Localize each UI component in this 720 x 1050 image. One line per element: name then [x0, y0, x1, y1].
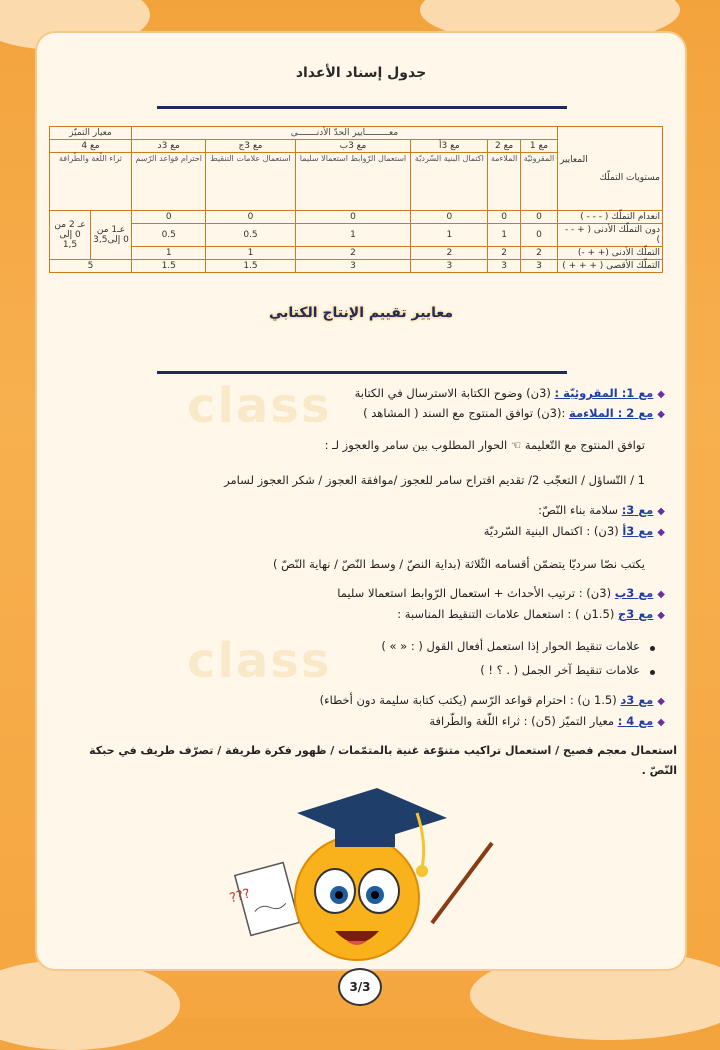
level-label: التملّك الأدنى (+ + -) — [558, 247, 663, 260]
criterion-code: مع 3د — [132, 140, 206, 153]
score-cell: 1 — [295, 224, 411, 247]
arrow-bullet-icon: ◆ — [657, 589, 665, 600]
page-title: جدول إسناد الأعداد — [295, 65, 427, 81]
background-cloud — [0, 960, 180, 1050]
criterion-code: مع 3أ — [411, 140, 488, 153]
criterion-label: مع 3ب — [614, 586, 654, 600]
score-cell: 3 — [295, 260, 411, 273]
score-cell: 0 — [132, 211, 206, 224]
text-line: يكتب نصّا سرديّا يتضمّن أقسامه الثّلاثة (بداية النصّ / وسط النّصّ / نهاية النّصّ ) — [273, 557, 645, 571]
criterion-code: مع 3ج — [206, 140, 295, 153]
svg-text:???: ??? — [228, 886, 252, 907]
criterion-text: سلامة بناء النّصّ: — [538, 503, 622, 517]
criterion-desc: المقروئيّة — [521, 153, 558, 211]
score-cell: 1.5 — [132, 260, 206, 273]
scoring-table — [49, 126, 663, 273]
score-cell: 2 — [295, 247, 411, 260]
watermark-text: class — [187, 378, 332, 434]
score-cell: 0 — [295, 211, 411, 224]
excellence-total: 5 — [50, 260, 132, 273]
score-cell: 1 — [411, 224, 488, 247]
list-dot — [650, 670, 655, 675]
criterion-desc: استعمال الرّوابط استعمالا سليما — [295, 153, 411, 211]
arrow-bullet-icon: ◆ — [657, 409, 665, 420]
criterion-text: معيار التميّز (5ن) : ثراء اللّغة والطّرافة — [429, 714, 618, 728]
arrow-bullet-icon: ◆ — [657, 610, 665, 621]
score-cell: 1 — [132, 247, 206, 260]
criterion-code: مع 2 — [488, 140, 521, 153]
levels-label: مستويات التملّك — [599, 172, 660, 183]
pointer-stick-icon — [432, 843, 492, 923]
criterion-line-3c — [397, 607, 665, 621]
arrow-bullet-icon: ◆ — [657, 717, 665, 728]
criterion-text: (1.5ن ) : استعمال علامات التنقيط المناسبة : — [397, 607, 618, 621]
criterion-line-3d — [320, 693, 665, 707]
criterion-text: (3ن) : ترتيب الأحداث + استعمال الرّوابط استعمالا سليما — [337, 586, 615, 600]
criterion-label: مع 3د — [620, 693, 654, 707]
criterion-label: مع 2 : الملاءمة — [569, 406, 654, 420]
min-criteria-header: معـــــــــايير الحدّ الأدنـــــــى — [132, 127, 558, 140]
criterion-code: مع 4 — [50, 140, 132, 153]
criterion-label: مع 4 : — [617, 714, 654, 728]
score-cell: 0 — [206, 211, 295, 224]
criterion-label: مع 3: — [621, 503, 654, 517]
score-cell: 0 — [521, 224, 558, 247]
section-subtitle: معايير تقييم الإنتاج الكتابي — [268, 305, 453, 321]
criterion-line-4 — [429, 714, 665, 728]
text-line: توافق المنتوج مع التّعليمة ☜ الحوار المطلوب بين سامر والعجوز لـ : — [324, 438, 645, 452]
paper-sheet-icon — [228, 863, 299, 936]
criterion-line-3a — [484, 524, 665, 538]
criterion-line-3 — [538, 503, 665, 517]
arrow-bullet-icon: ◆ — [657, 506, 665, 517]
score-cell: 1 — [488, 224, 521, 247]
graduate-emoji-illustration — [227, 773, 497, 963]
criterion-desc: احترام قواعد الرّسم — [132, 153, 206, 211]
arrow-bullet-icon: ◆ — [657, 696, 665, 707]
arrow-bullet-icon: ◆ — [657, 389, 665, 400]
criterion-label: مع 3أ — [622, 524, 654, 538]
score-cell: 1.5 — [206, 260, 295, 273]
score-cell: 0 — [411, 211, 488, 224]
excellence-range-2: عـ 2 من 0 إلى 1,5 — [50, 211, 91, 260]
section-rule — [157, 371, 567, 374]
level-label: انعدام التملّك ( - - - ) — [558, 211, 663, 224]
score-cell: 2 — [411, 247, 488, 260]
score-cell: 3 — [411, 260, 488, 273]
criterion-line-3b — [337, 586, 665, 600]
score-cell: 0 — [488, 211, 521, 224]
arrow-bullet-icon: ◆ — [657, 527, 665, 538]
criterion-desc: اكتمال البنية السّرديّة — [411, 153, 488, 211]
criterion-text: (1.5 ن) : احترام قواعد الرّسم (يكتب كتابة سليمة دون أخطاء) — [319, 693, 621, 707]
score-cell: 2 — [488, 247, 521, 260]
criterion-text: :(3ن) توافق المنتوج مع السند ( المشاهد ) — [363, 406, 570, 420]
watermark-text: class — [187, 633, 332, 689]
criterion-desc: ثراء اللّغة والطّرافة — [50, 153, 132, 211]
list-item: علامات تنقيط آخر الجمل ( . ؟ ! ) — [480, 663, 640, 677]
page-number: 3/3 — [338, 968, 382, 1006]
criterion-text: (3ن) : اكتمال البنية السّرديّة — [483, 524, 623, 538]
text-line: استعمال معجم فصيح / استعمال تراكيب متنوّعة غنية بالمتمّمات / ظهور فكرة طريفة / تصرّف طريف في حبكة — [89, 744, 677, 757]
score-cell: 3 — [521, 260, 558, 273]
list-item: علامات تنقيط الحوار إذا استعمل أفعال القول ( : « » ) — [381, 639, 640, 653]
worksheet-page — [37, 33, 685, 969]
criterion-code: مع 3ب — [295, 140, 411, 153]
title-rule — [157, 106, 567, 109]
text-line: النّصّ . — [641, 764, 677, 777]
score-cell: 3 — [488, 260, 521, 273]
level-label: التملّك الأقصى ( + + + ) — [558, 260, 663, 273]
criteria-corner-cell — [558, 127, 663, 211]
criteria-label: المعايير — [560, 154, 588, 165]
criterion-label: مع 1: المقروئيّة : — [554, 386, 654, 400]
criterion-code: مع 1 — [521, 140, 558, 153]
text-line: 1 / التّساؤل / التعجّب 2/ تقديم اقتراح سامر للعجوز /موافقة العجوز / شكر العجوز لسامر — [224, 473, 645, 487]
criterion-line-2 — [363, 406, 665, 420]
score-cell: 0.5 — [132, 224, 206, 247]
list-dot — [650, 646, 655, 651]
criterion-label: مع 3ج — [618, 607, 654, 621]
score-cell: 1 — [206, 247, 295, 260]
criterion-text: (3ن) وضوح الكتابة الاسترسال في الكتابة — [354, 386, 555, 400]
excellence-range-1: عـ1 من 0 إلى3,5 — [91, 211, 132, 260]
score-cell: 0 — [521, 211, 558, 224]
level-label: دون التملّك الأدنى ( + - - ) — [558, 224, 663, 247]
criterion-desc: استعمال علامات التنقيط — [206, 153, 295, 211]
score-cell: 0.5 — [206, 224, 295, 247]
excellence-header: معيار التميّز — [50, 127, 132, 140]
criterion-desc: الملاءمة — [488, 153, 521, 211]
criterion-line-1 — [355, 386, 665, 400]
score-cell: 2 — [521, 247, 558, 260]
